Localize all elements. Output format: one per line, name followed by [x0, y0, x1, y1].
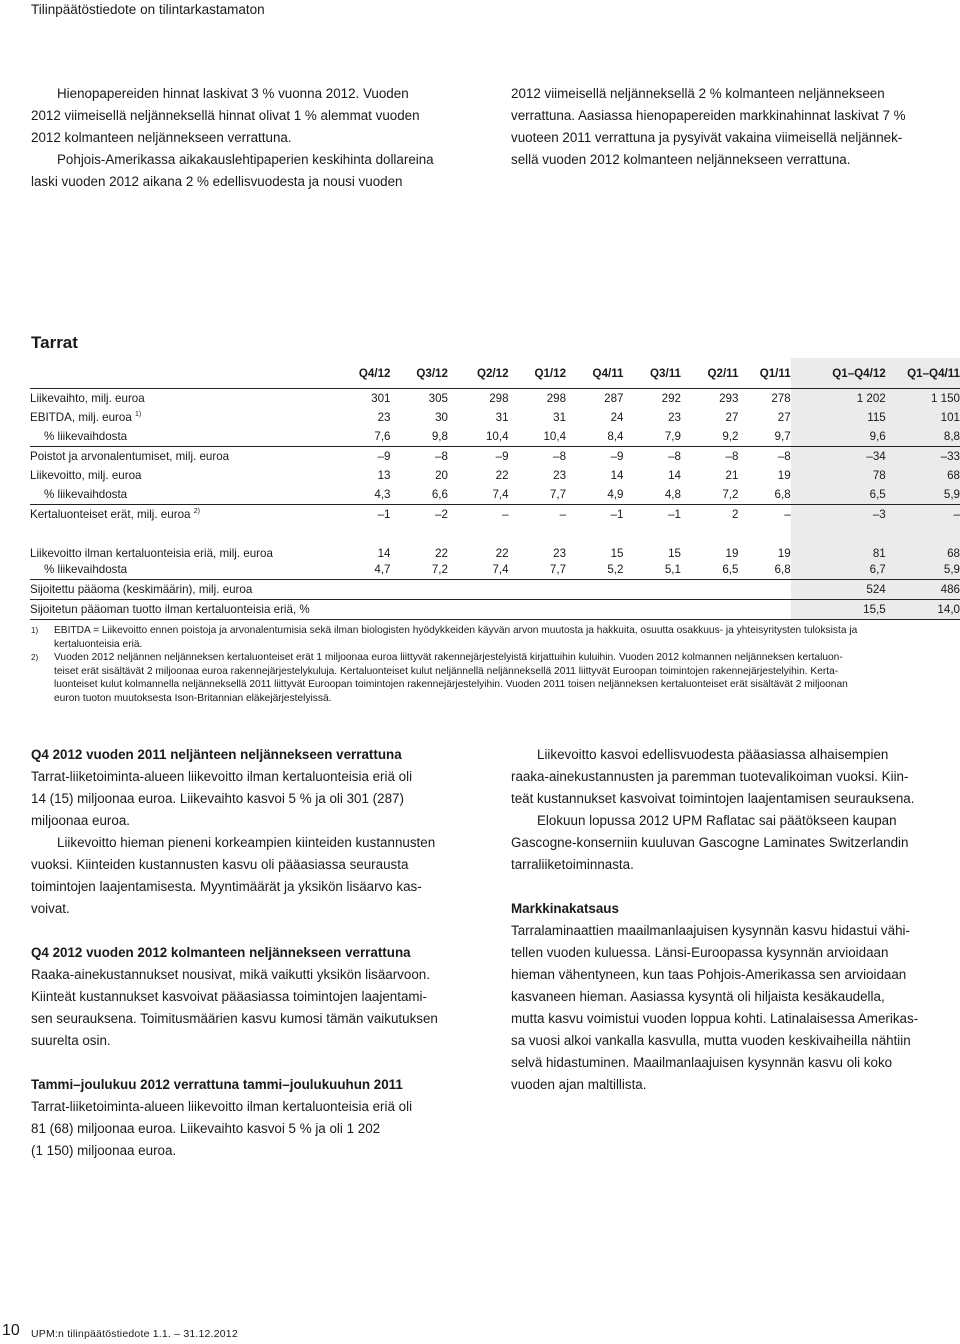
row-label — [30, 408, 333, 427]
table-cell: 13 — [377, 469, 391, 482]
table-cell: 7,2 — [681, 485, 738, 505]
body-line: selvä hidastuminen. Maailmanlaajuisen kysynnän kasvu oli koko — [511, 1055, 893, 1070]
table-cell: 81 — [791, 524, 886, 560]
table-cell: 9,2 — [681, 427, 738, 447]
row-label — [30, 560, 333, 580]
financial-table — [30, 358, 960, 620]
table-cell: 5,9 — [886, 560, 960, 580]
table-cell: – — [559, 508, 567, 521]
body-line: Liikevoitto kasvoi edellisvuodesta pääasiassa alhaisempien — [537, 747, 889, 762]
table-cell: 7,4 — [448, 485, 509, 505]
table-header-spacer — [30, 358, 333, 389]
table-cell: 22 — [495, 547, 509, 560]
table-cell: –8 — [435, 450, 448, 463]
column-header: Q2/11 — [681, 358, 738, 389]
table-cell: 6,6 — [391, 485, 448, 505]
table-cell: 23 — [553, 547, 567, 560]
table-cell: 22 — [435, 547, 448, 560]
footnote — [31, 624, 956, 651]
table-cell: –2 — [435, 508, 448, 521]
table-cell: –8 — [777, 450, 791, 463]
table-header-row — [30, 358, 960, 389]
table-row — [30, 580, 960, 600]
intro-right-column — [511, 83, 956, 171]
body-line: miljoonaa euroa. — [31, 813, 131, 828]
table-cell: 6,8 — [738, 485, 790, 505]
table-cell: 8,4 — [566, 427, 623, 447]
body-line: raaka-ainekustannusten ja paremman tuotevalikoiman vuoksi. Kiin- — [511, 769, 909, 784]
body-line: 14 (15) miljoonaa euroa. Liikevaihto kasvoi 5 % ja oli 301 (287) — [31, 791, 404, 806]
table-row — [30, 466, 960, 485]
table-cell: 14 — [610, 469, 624, 482]
row-label-text: EBITDA, milj. euroa — [30, 411, 132, 424]
table-cell: 68 — [886, 524, 960, 560]
table-cell: 5,1 — [624, 560, 681, 580]
row-label — [30, 447, 333, 467]
table-cell: 9,6 — [791, 427, 886, 447]
body-line: Gascogne-konserniin kuuluvan Gascogne Laminates Switzerlandin — [511, 835, 909, 850]
body-line: kasvaneen hieman. Aasiassa kysyntä oli hiljaista kesäkaudella, — [511, 989, 885, 1004]
body-line: 81 (68) miljoonaa euroa. Liikevaihto kasvoi 5 % ja oli 1 202 — [31, 1121, 381, 1136]
intro-line: verrattuna. Aasiassa hienopapereiden markkinahinnat laskivat 7 % — [511, 108, 906, 123]
intro-line: Hienopapereiden hinnat laskivat 3 % vuonna 2012. Vuoden — [57, 86, 409, 101]
table-row — [30, 524, 960, 560]
footnote-text — [54, 651, 848, 705]
table-cell: 4,8 — [624, 485, 681, 505]
table-cell: 7,9 — [624, 427, 681, 447]
footnote-line: Vuoden 2012 neljännen neljänneksen kertaluonteiset erät 1 miljoonaa euroa liittyvät rakennejärjestelyistä kirjattuihin kuluihin. Vuoden 2012 kolmannen neljänneksen kertaluon- — [54, 652, 843, 663]
table-cell: 5,9 — [886, 485, 960, 505]
table-cell: 486 — [886, 580, 960, 600]
table-cell: –1 — [377, 508, 391, 521]
column-header: Q1–Q4/11 — [886, 358, 960, 389]
table-cell: 10,4 — [448, 427, 509, 447]
footer-text: UPM:n tilinpäätöstiedote 1.1. – 31.12.2012 — [31, 1328, 238, 1340]
table-row — [30, 408, 960, 427]
row-label-text: Liikevoitto ilman kertaluonteisia eriä, milj. euroa — [30, 547, 273, 560]
table-cell: 298 — [546, 392, 567, 405]
table-cell: 23 — [553, 469, 567, 482]
table-cell: – — [502, 508, 509, 521]
body-line: suurelta osin. — [31, 1033, 111, 1048]
table-row — [30, 427, 960, 447]
table-row — [30, 560, 960, 580]
section-heading: Q4 2012 vuoden 2012 kolmanteen neljännekseen verrattuna — [31, 945, 411, 960]
intro-line: 2012 viimeisellä neljänneksellä hinnat olivat 1 % alemmat vuoden — [31, 108, 420, 123]
section-heading: Markkinakatsaus — [511, 901, 619, 916]
table-cell: 27 — [725, 411, 739, 424]
table-cell: 1 202 — [791, 389, 886, 409]
table-cell: –33 — [886, 447, 960, 467]
column-header: Q1–Q4/12 — [791, 358, 886, 389]
intro-line: 2012 kolmanteen neljännekseen verrattuna. — [31, 130, 292, 145]
table-cell: 24 — [610, 411, 624, 424]
intro-line: vuoteen 2011 verrattuna ja pysyivät vakaina viimeisellä neljännek- — [511, 130, 903, 145]
table-cell: 278 — [771, 392, 791, 405]
table-cell: –8 — [553, 450, 567, 463]
table-cell: –1 — [610, 508, 624, 521]
table-cell: 68 — [886, 466, 960, 485]
footnote-line: euron tuoton muutoksesta Ison-Britannian eläkejärjestelyissä. — [54, 692, 332, 704]
row-label-text: Liikevoitto, milj. euroa — [30, 469, 142, 482]
table-cell: 6,5 — [791, 485, 886, 505]
table-cell: 8,8 — [886, 427, 960, 447]
row-label-text: Poistot ja arvonalentumiset, milj. euroa — [30, 450, 230, 463]
table-cell: –9 — [610, 450, 624, 463]
body-line: vuoden ajan maltillista. — [511, 1077, 647, 1092]
table-cell: 5,2 — [566, 560, 623, 580]
table-row — [30, 600, 960, 620]
table-cell: 19 — [777, 547, 791, 560]
footnote-line: luonteiset kulut kolmannella neljänneksellä 2011 liittyvät Euroopan toimintojen rakennejärjestelyihin. Vuoden 2011 toisen neljänneksen kertaluonteiset erät sisältävät 2 miljoonan — [54, 679, 848, 690]
table-cell: 115 — [791, 408, 886, 427]
table-cell: 7,4 — [448, 560, 509, 580]
table-cell: 7,7 — [509, 560, 566, 580]
row-label — [30, 427, 333, 447]
body-line: Elokuun lopussa 2012 UPM Raflatac sai päätökseen kaupan — [537, 813, 897, 828]
row-label-text: Sijoitetun pääoman tuotto ilman kertaluonteisia eriä, % — [30, 603, 310, 616]
footnote — [31, 651, 956, 705]
row-label-text: % liikevaihdosta — [44, 430, 128, 443]
column-header: Q3/11 — [624, 358, 681, 389]
table-cell: 15 — [668, 547, 681, 560]
table-cell: 9,8 — [391, 427, 448, 447]
row-label-text: Kertaluonteiset erät, milj. euroa — [30, 508, 191, 521]
footnote-text — [54, 624, 857, 651]
table-cell: 101 — [886, 408, 960, 427]
row-label — [30, 600, 791, 620]
body-line: Tarrat-liiketoiminta-alueen liikevoitto ilman kertaluonteisia eriä oli — [31, 769, 413, 784]
row-label — [30, 485, 333, 505]
table-cell: –9 — [377, 450, 391, 463]
footnotes — [31, 624, 956, 705]
table-cell: –3 — [791, 505, 886, 525]
footnote-marker: 1) — [135, 411, 142, 419]
table-cell: 23 — [668, 411, 681, 424]
table-cell: 4,9 — [566, 485, 623, 505]
body-line: vuoksi. Kiinteiden kustannusten kasvu oli pääasiassa seurausta — [31, 857, 409, 872]
body-line: tarraliiketoiminnasta. — [511, 857, 634, 872]
footnote-line: kertaluonteisia eriä. — [54, 638, 143, 650]
body-line: hieman vähentyneen, kun taas Pohjois-Amerikassa sen arvioidaan — [511, 967, 907, 982]
table-cell: 15 — [610, 547, 624, 560]
table-cell: 19 — [777, 469, 791, 482]
table-cell: 301 — [371, 392, 391, 405]
table-cell: 31 — [495, 411, 509, 424]
intro-line: sellä vuoden 2012 kolmanteen neljännekseen verrattuna. — [511, 152, 851, 167]
body-left-column — [31, 744, 476, 1162]
table-cell: 31 — [553, 411, 567, 424]
table-cell: 14 — [377, 547, 391, 560]
table-row — [30, 505, 960, 525]
body-line: mutta kasvu voimistui vuoden loppua kohti. Latinalaisessa Amerikas- — [511, 1011, 919, 1026]
footnote-mark: 2) — [31, 653, 39, 662]
table-cell: 6,7 — [791, 560, 886, 580]
table-cell: 4,7 — [333, 560, 390, 580]
body-line: tellen vuoden kuluessa. Länsi-Euroopassa kysynnän arvioidaan — [511, 945, 889, 960]
body-line: Tarrat-liiketoiminta-alueen liikevoitto ilman kertaluonteisia eriä oli — [31, 1099, 413, 1114]
table-cell: 305 — [428, 392, 448, 405]
body-line: toimintojen laajentamisesta. Myyntimäärät ja yksikön lisäarvo kas- — [31, 879, 422, 894]
table-row — [30, 447, 960, 467]
table-cell: 292 — [661, 392, 681, 405]
table-cell: 19 — [725, 547, 739, 560]
body-line: Kiinteät kustannukset kasvoivat pääasiassa toimintojen laajentami- — [31, 989, 427, 1004]
table-cell: – — [784, 508, 791, 521]
intro-line: laski vuoden 2012 aikana 2 % edellisvuodesta ja nousi vuoden — [31, 174, 403, 189]
column-header: Q3/12 — [391, 358, 448, 389]
table-cell: –8 — [725, 450, 739, 463]
table-cell: –8 — [668, 450, 681, 463]
footnote-line: teiset erät sisältävät 2 miljoonaa euroa rakennejärjestelykuluja. Kertaluonteiset kulut neljännellä neljänneksellä 2011 liittyvät Euroopan toimintojen rakennejärjestelyihin. Kerta- — [54, 665, 839, 677]
row-label — [30, 505, 333, 525]
section-heading: Tammi–joulukuu 2012 verrattuna tammi–joulukuuhun 2011 — [31, 1077, 403, 1092]
table-cell: 293 — [719, 392, 739, 405]
table-cell: –1 — [668, 508, 681, 521]
intro-left-column — [31, 83, 471, 193]
table-cell: 23 — [377, 411, 391, 424]
column-header: Q4/11 — [566, 358, 623, 389]
body-line: sen seurauksena. Toimitusmäärien kasvu kumosi tämän vaikutuksen — [31, 1011, 438, 1026]
table-cell: 22 — [495, 469, 509, 482]
body-line: voivat. — [31, 901, 70, 916]
column-header: Q1/11 — [738, 358, 790, 389]
table-cell: – — [886, 505, 960, 525]
table-row — [30, 485, 960, 505]
table-cell: 10,4 — [509, 427, 566, 447]
paragraph-gap — [511, 876, 956, 898]
section-title: Tarrat — [31, 333, 78, 352]
table-cell: 30 — [435, 411, 448, 424]
body-line: Raaka-ainekustannukset nousivat, mikä vaikutti yksikön lisäarvoon. — [31, 967, 430, 982]
row-label — [30, 389, 333, 409]
intro-line: Pohjois-Amerikassa aikakauslehtipaperien keskihinta dollareina — [57, 152, 434, 167]
row-label-text: Liikevaihto, milj. euroa — [30, 392, 145, 405]
paragraph-gap — [31, 1052, 476, 1074]
page-number: 10 — [2, 1322, 20, 1339]
table-cell: 524 — [791, 580, 886, 600]
column-header: Q2/12 — [448, 358, 509, 389]
table-cell: 7,7 — [509, 485, 566, 505]
table-cell: 15,5 — [791, 600, 886, 620]
body-line: (1 150) miljoonaa euroa. — [31, 1143, 177, 1158]
body-line: Tarralaminaattien maailmanlaajuisen kysynnän kasvu hidastui vähi- — [511, 923, 910, 938]
row-label-text: % liikevaihdosta — [44, 563, 128, 576]
page-header: Tilinpäätöstiedote on tilintarkastamaton — [31, 2, 265, 17]
table-cell: 20 — [435, 469, 448, 482]
body-line: Liikevoitto hieman pieneni korkeampien kiinteiden kustannusten — [57, 835, 436, 850]
row-label-text: % liikevaihdosta — [44, 488, 128, 501]
body-line: sa vuosi alkoi vankalla kasvulla, mutta vuoden keskivaiheilla nähtiin — [511, 1033, 911, 1048]
intro-line: 2012 viimeisellä neljänneksellä 2 % kolmanteen neljännekseen — [511, 86, 885, 101]
body-line: teät kustannukset kasvoivat toimintojen laajentamisen seurauksena. — [511, 791, 915, 806]
body-right-column — [511, 744, 956, 1096]
table-row — [30, 389, 960, 409]
table-cell: 6,5 — [681, 560, 738, 580]
table-cell: 7,6 — [333, 427, 390, 447]
table-cell: 14,0 — [886, 600, 960, 620]
footnote-mark: 1) — [31, 626, 39, 635]
row-label — [30, 580, 791, 600]
table-cell: 1 150 — [886, 389, 960, 409]
row-label — [30, 466, 333, 485]
table-cell: 287 — [604, 392, 624, 405]
table-cell: 6,8 — [738, 560, 790, 580]
table-cell: 298 — [489, 392, 509, 405]
paragraph-gap — [31, 920, 476, 942]
table-cell: –34 — [791, 447, 886, 467]
footnote-marker: 2) — [193, 508, 200, 516]
footnote-line: EBITDA = Liikevoitto ennen poistoja ja arvonalentumisia sekä ilman biologisten hyödykkeiden käyvän arvon muutosta ja hakkuita, osuutta osakkuus- ja yhteisyritysten tuloksista ja — [54, 625, 858, 636]
table-cell: 21 — [725, 469, 739, 482]
table-cell: 7,2 — [391, 560, 448, 580]
table-cell: –9 — [495, 450, 509, 463]
table-cell: 2 — [731, 508, 739, 521]
row-label — [30, 524, 333, 560]
table-cell: 4,3 — [333, 485, 390, 505]
table-cell: 27 — [777, 411, 791, 424]
row-label-text: Sijoitettu pääoma (keskimäärin), milj. euroa — [30, 583, 253, 596]
section-heading: Q4 2012 vuoden 2011 neljänteen neljännekseen verrattuna — [31, 747, 402, 762]
table-cell: 9,7 — [738, 427, 790, 447]
column-header: Q1/12 — [509, 358, 566, 389]
table-cell: 78 — [791, 466, 886, 485]
column-header: Q4/12 — [333, 358, 390, 389]
table-cell: 14 — [668, 469, 681, 482]
